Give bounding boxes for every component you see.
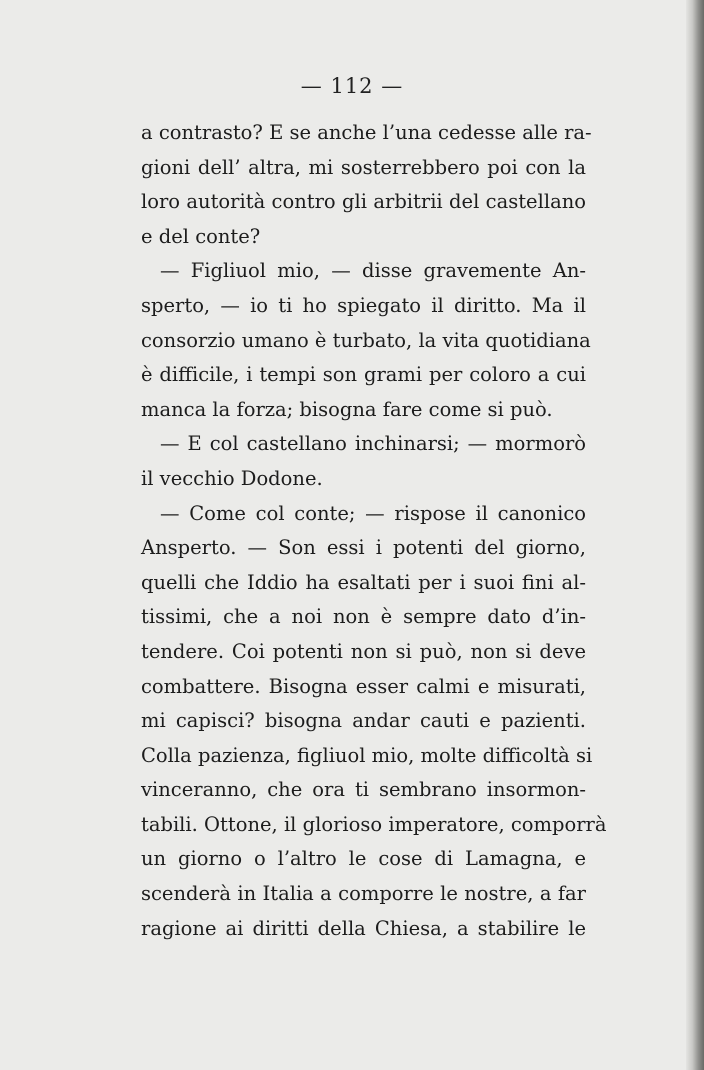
text-line: consorzio umano è turbato, la vita quotidiana — [141, 328, 591, 352]
text-line: scenderà in Italia a comporre le nostre, a far — [141, 882, 586, 906]
text-line: è difficile, i tempi son grami per coloro a cui — [141, 363, 586, 387]
text-line: vinceranno, che ora ti sembrano insormon- — [141, 778, 586, 802]
text-line: ragione ai diritti della Chiesa, a stabilire le — [141, 916, 586, 940]
page-edge — [686, 0, 704, 1070]
text-line: combattere. Bisogna esser calmi e misurati, — [141, 674, 586, 698]
text-line: a contrasto? E se anche l’una cedesse alle ra- — [141, 121, 592, 144]
page-number: — 112 — — [300, 74, 404, 98]
text-line: — E col castellano inchinarsi; — mormorò — [160, 432, 586, 456]
text-line: Colla pazienza, figliuol mio, molte difficoltà si — [141, 743, 593, 767]
text-line: un giorno o l’altro le cose di Lamagna, e — [141, 847, 586, 871]
text-line: tissimi, che a noi non è sempre dato d’in- — [141, 605, 586, 629]
text-line: sperto, — io ti ho spiegato il diritto. Ma il — [141, 293, 586, 317]
text-line: manca la forza; bisogna fare come si può. — [141, 397, 553, 421]
text-line: loro autorità contro gli arbitrii del castellano — [141, 190, 586, 214]
text-line: tendere. Coi potenti non si può, non si deve — [141, 639, 586, 663]
body-text — [141, 116, 607, 946]
text-line: gioni dell’ altra, mi sosterrebbero poi con la — [141, 155, 586, 179]
text-line: tabili. Ottone, il glorioso imperatore, comporrà — [141, 812, 607, 836]
text-line: — Come col conte; — rispose il canonico — [160, 501, 586, 525]
text-line: mi capisci? bisogna andar cauti e pazienti. — [141, 709, 586, 733]
text-line: e del conte? — [141, 224, 261, 248]
text-line: il vecchio Dodone. — [141, 466, 323, 490]
text-line: Ansperto. — Son essi i potenti del giorno, — [141, 536, 586, 560]
text-line: — Figliuol mio, — disse gravemente An- — [160, 259, 586, 283]
text-line: quelli che Iddio ha esaltati per i suoi fini al- — [141, 570, 586, 594]
